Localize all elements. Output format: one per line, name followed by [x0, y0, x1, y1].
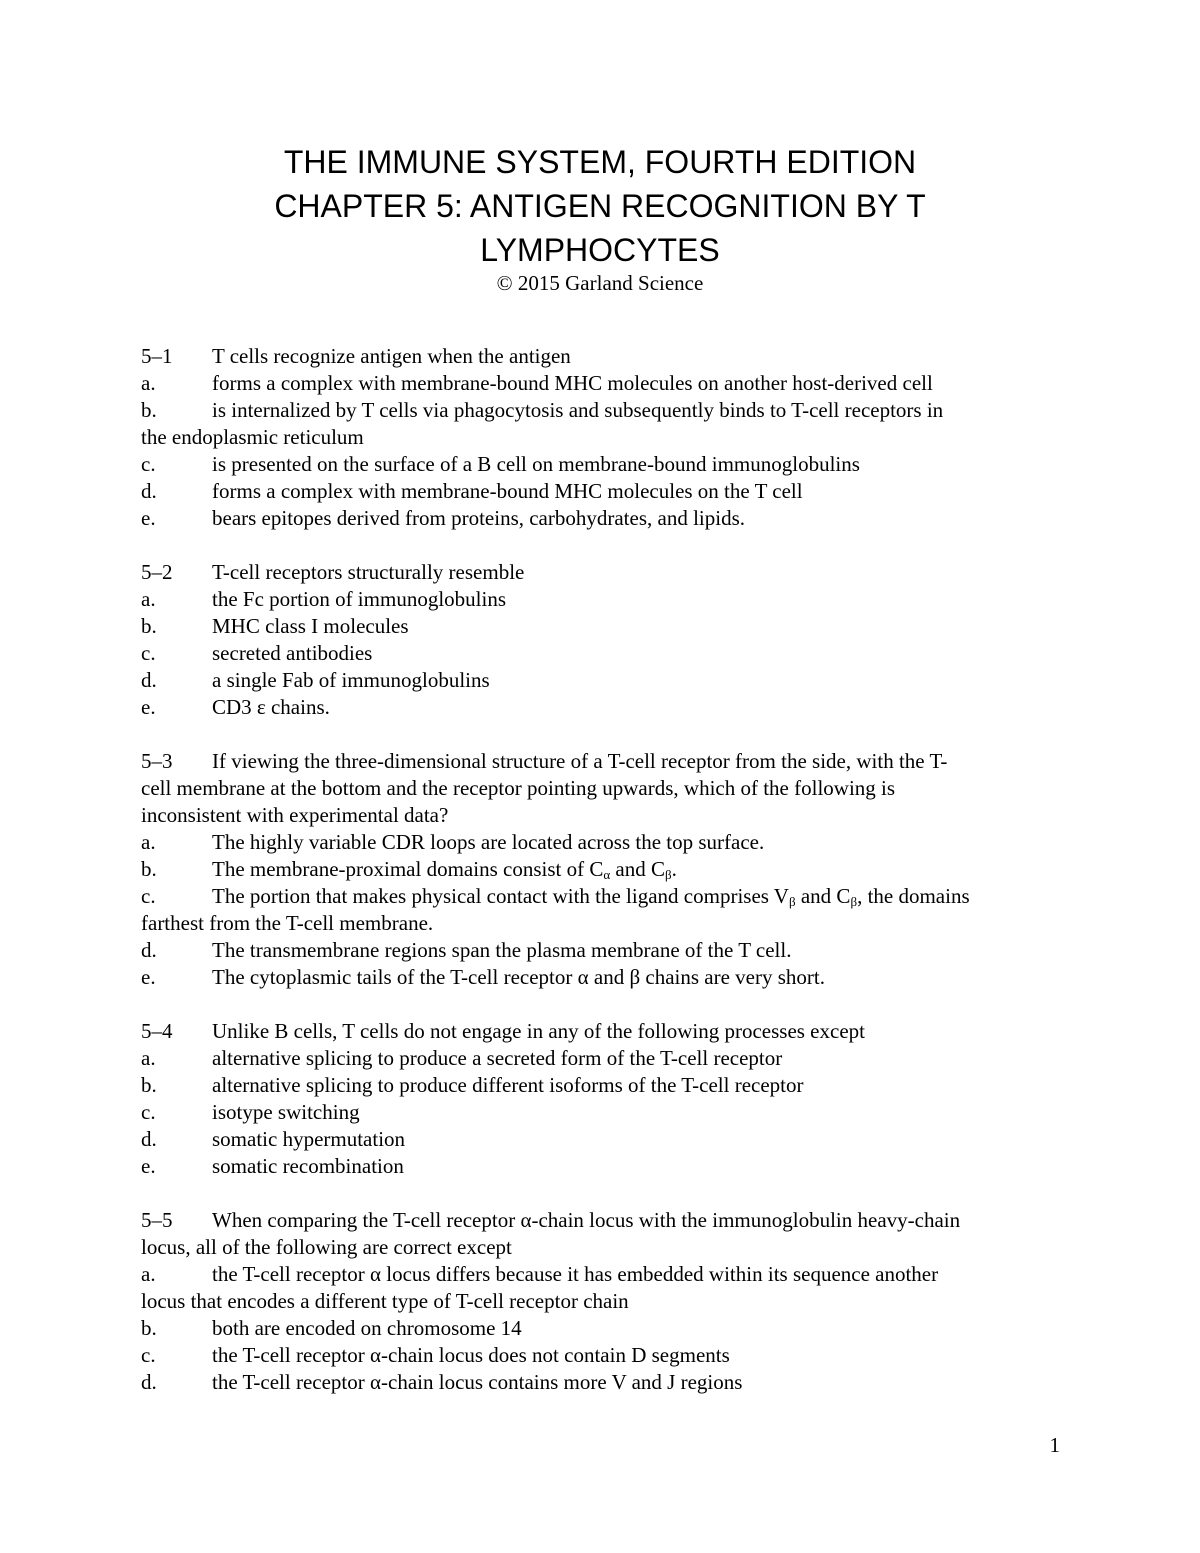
answer-option-e: [141, 505, 1066, 532]
option-continuation: farthest from the T-cell membrane.: [141, 911, 434, 935]
option-text-part: , the domains: [857, 884, 970, 908]
question-text: When comparing the T-cell receptor α-chain locus with the immunoglobulin heavy-chain: [212, 1208, 961, 1232]
option-text: is presented on the surface of a B cell on membrane-bound immunoglobulins: [212, 452, 860, 476]
option-label: d.: [141, 1370, 157, 1394]
document-title-line-3: LYMPHOCYTES: [480, 232, 720, 268]
option-text: somatic hypermutation: [212, 1127, 406, 1151]
answer-option-a: [141, 370, 1066, 397]
answer-option-a: [141, 586, 1066, 613]
option-text: is internalized by T cells via phagocytosis and subsequently binds to T-cell receptors in: [212, 398, 944, 422]
answer-option-a: [141, 829, 1066, 856]
option-label: b.: [141, 614, 157, 638]
answer-option-d: [141, 937, 1066, 964]
option-text: bears epitopes derived from proteins, carbohydrates, and lipids.: [212, 506, 746, 530]
answer-option-c: [141, 1099, 1066, 1126]
answer-option-a: [141, 1261, 1066, 1288]
copyright-notice: © 2015 Garland Science: [496, 271, 704, 295]
option-text: the T-cell receptor α-chain locus does not contain D segments: [212, 1343, 730, 1367]
answer-option-e: [141, 964, 1066, 991]
answer-option-b: [141, 397, 1066, 424]
option-label: c.: [141, 1100, 156, 1124]
option-text: isotype switching: [212, 1100, 360, 1124]
question-text: Unlike B cells, T cells do not engage in any of the following processes except: [212, 1019, 865, 1043]
answer-option-b: [141, 1315, 1066, 1342]
option-text-part: and C: [795, 884, 851, 908]
option-text: MHC class I molecules: [212, 614, 409, 638]
answer-option-e: [141, 1153, 1066, 1180]
option-text: both are encoded on chromosome 14: [212, 1316, 522, 1340]
option-label: a.: [141, 830, 156, 854]
document-title-line-1: THE IMMUNE SYSTEM, FOURTH EDITION: [283, 144, 917, 180]
option-text: The transmembrane regions span the plasma membrane of the T cell.: [212, 938, 792, 962]
option-text: the Fc portion of immunoglobulins: [212, 587, 506, 611]
answer-option-d: [141, 1369, 1066, 1396]
option-label: d.: [141, 479, 157, 503]
option-label: b.: [141, 398, 157, 422]
subscript-beta: β: [850, 894, 858, 909]
question-text: If viewing the three-dimensional structure of a T-cell receptor from the side, with the T-: [212, 749, 948, 773]
question-5-4: [141, 1018, 1066, 1180]
option-label: c.: [141, 884, 156, 908]
option-text: CD3 ε chains.: [212, 695, 330, 719]
question-5-1: [141, 343, 1066, 532]
question-number: 5–3: [141, 749, 173, 773]
answer-option-c: [141, 1342, 1066, 1369]
option-label: b.: [141, 1073, 157, 1097]
question-text: T cells recognize antigen when the antigen: [212, 344, 571, 368]
question-stem: [141, 559, 1066, 586]
question-stem: [141, 343, 1066, 370]
option-text: The highly variable CDR loops are located across the top surface.: [212, 830, 765, 854]
answer-option-b: [141, 856, 1066, 883]
option-label: a.: [141, 371, 156, 395]
option-text-part: and C: [610, 857, 665, 881]
answer-option-b: [141, 613, 1066, 640]
option-text-part: The portion that makes physical contact with the ligand comprises V: [212, 884, 789, 908]
question-stem: [141, 748, 1066, 775]
question-5-3: [141, 748, 1066, 991]
answer-option-c: [141, 883, 1066, 910]
option-label: a.: [141, 1262, 156, 1286]
question-number: 5–1: [141, 344, 173, 368]
option-label: e.: [141, 695, 156, 719]
option-label: e.: [141, 1154, 156, 1178]
option-text: [212, 857, 677, 881]
option-text: alternative splicing to produce different isoforms of the T-cell receptor: [212, 1073, 804, 1097]
option-text: forms a complex with membrane-bound MHC molecules on the T cell: [212, 479, 803, 503]
page-number: 1: [1049, 1433, 1060, 1457]
option-label: e.: [141, 506, 156, 530]
option-continuation: the endoplasmic reticulum: [141, 425, 364, 449]
answer-option-e: [141, 694, 1066, 721]
subscript-beta: β: [664, 867, 672, 882]
question-stem-continuation: cell membrane at the bottom and the receptor pointing upwards, which of the following is: [141, 776, 896, 800]
question-number: 5–4: [141, 1019, 173, 1043]
subscript-alpha: α: [603, 867, 611, 882]
answer-option-d: [141, 1126, 1066, 1153]
option-text: somatic recombination: [212, 1154, 404, 1178]
option-label: b.: [141, 857, 157, 881]
question-5-5: [141, 1207, 1066, 1396]
answer-option-d: [141, 667, 1066, 694]
option-label: b.: [141, 1316, 157, 1340]
option-text-part: .: [671, 857, 677, 881]
question-list: [141, 343, 1066, 1423]
option-continuation: locus that encodes a different type of T-cell receptor chain: [141, 1289, 629, 1313]
question-stem-continuation: inconsistent with experimental data?: [141, 803, 449, 827]
option-label: c.: [141, 452, 156, 476]
question-5-2: [141, 559, 1066, 721]
document-header: [0, 140, 1200, 300]
document-title-line-2: CHAPTER 5: ANTIGEN RECOGNITION BY T: [274, 188, 926, 224]
question-text: T-cell receptors structurally resemble: [212, 560, 525, 584]
option-label: d.: [141, 668, 157, 692]
answer-option-b: [141, 1072, 1066, 1099]
answer-option-c: [141, 640, 1066, 667]
answer-option-a: [141, 1045, 1066, 1072]
answer-option-c: [141, 451, 1066, 478]
option-label: d.: [141, 938, 157, 962]
option-text-part: The membrane-proximal domains consist of C: [212, 857, 604, 881]
question-stem: [141, 1018, 1066, 1045]
option-text: [212, 884, 970, 908]
option-text: alternative splicing to produce a secreted form of the T-cell receptor: [212, 1046, 783, 1070]
option-text: the T-cell receptor α locus differs because it has embedded within its sequence another: [212, 1262, 939, 1286]
option-text: The cytoplasmic tails of the T-cell receptor α and β chains are very short.: [212, 965, 825, 989]
option-text: secreted antibodies: [212, 641, 373, 665]
option-label: a.: [141, 1046, 156, 1070]
question-number: 5–2: [141, 560, 173, 584]
question-number: 5–5: [141, 1208, 173, 1232]
option-text: forms a complex with membrane-bound MHC molecules on another host-derived cell: [212, 371, 933, 395]
question-stem: [141, 1207, 1066, 1234]
question-stem-continuation: locus, all of the following are correct except: [141, 1235, 512, 1259]
option-label: e.: [141, 965, 156, 989]
option-label: a.: [141, 587, 156, 611]
option-label: c.: [141, 1343, 156, 1367]
option-text: a single Fab of immunoglobulins: [212, 668, 490, 692]
option-label: c.: [141, 641, 156, 665]
option-text: the T-cell receptor α-chain locus contains more V and J regions: [212, 1370, 743, 1394]
subscript-beta: β: [788, 894, 796, 909]
answer-option-d: [141, 478, 1066, 505]
option-label: d.: [141, 1127, 157, 1151]
